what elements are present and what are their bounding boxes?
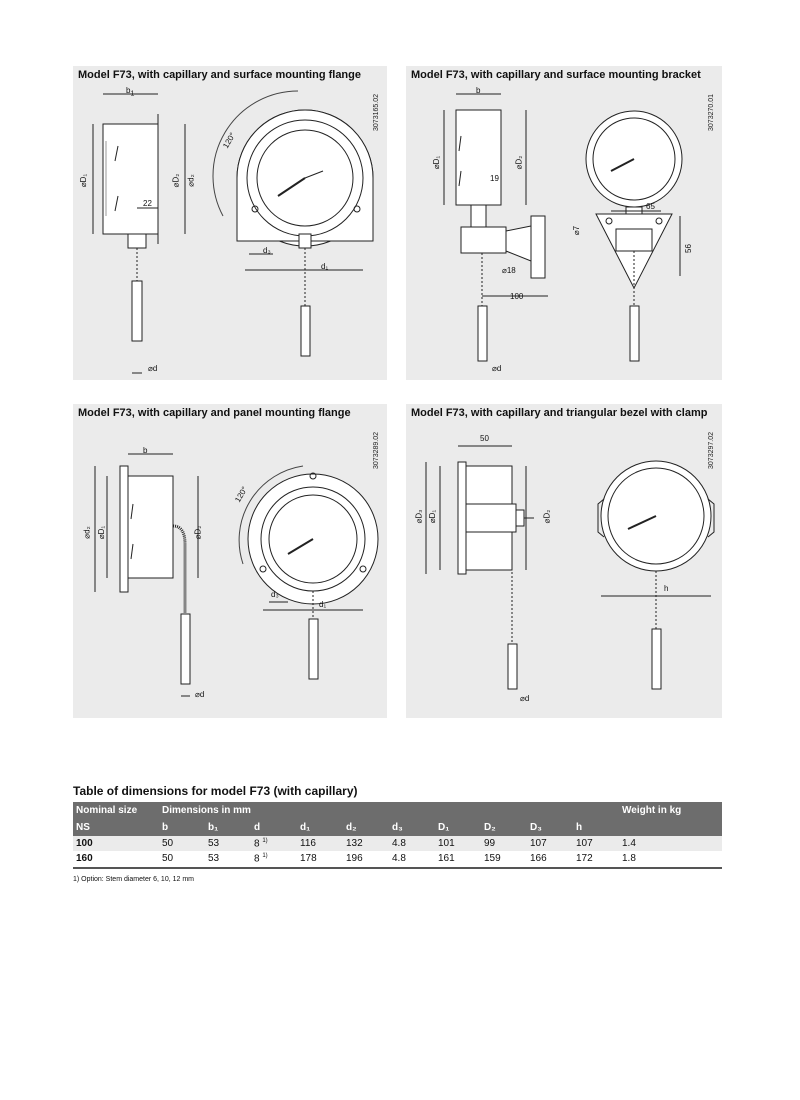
dim-d1: d₁ — [321, 262, 329, 271]
panel-title: Model F73, with capillary and surface mounting bracket — [411, 69, 701, 81]
cell-D3: 107 — [530, 838, 547, 850]
footnote: 1) Option: Stem diameter 6, 10, 12 mm — [73, 876, 194, 883]
col-d2: d₂ — [346, 822, 357, 833]
col-b1: b₁ — [208, 822, 219, 833]
dim-d3: d₃ — [271, 590, 279, 599]
header-weight: Weight in kg — [622, 805, 682, 816]
dim-h: h — [664, 584, 669, 593]
dim-d: ⌀d — [520, 694, 530, 703]
cell-b1: 53 — [208, 853, 220, 865]
col-D1: D₁ — [438, 822, 450, 833]
header-dimensions: Dimensions in mm — [162, 805, 251, 816]
col-d3: d₃ — [392, 822, 403, 833]
panel-title: Model F73, with capillary and triangular bezel with clamp — [411, 407, 708, 419]
dim-19: 19 — [490, 174, 499, 183]
dim-65: 65 — [646, 202, 655, 211]
cell-d2: 196 — [346, 853, 363, 865]
dim-18: ⌀18 — [502, 266, 516, 275]
dim-D3: ⌀D₃ — [414, 509, 424, 524]
dim-angle: 120° — [233, 485, 250, 504]
dim-d: ⌀d — [148, 364, 158, 373]
header-nominal-size: Nominal size — [76, 805, 138, 816]
cell-d3: 4.8 — [392, 853, 406, 865]
dimensions-table — [73, 802, 722, 869]
dim-d: ⌀d — [195, 690, 205, 699]
cell-b1: 53 — [208, 838, 220, 850]
dim-56: 56 — [683, 244, 693, 253]
dim-b: b — [143, 446, 148, 455]
cell-ns: 100 — [76, 838, 93, 850]
drawing-id: 3073289.02 — [373, 432, 380, 469]
cell-d: 8 $^{1)}$ — [254, 853, 268, 865]
col-d1: d₁ — [300, 822, 311, 833]
col-weight — [619, 819, 722, 836]
dim-D1: ⌀D₁ — [432, 155, 442, 170]
dim-b: b — [476, 86, 481, 95]
cell-D1: 161 — [438, 853, 455, 865]
dim-D2: ⌀D₂ — [171, 173, 181, 188]
cell-D1: 101 — [438, 838, 455, 850]
technical-drawing — [73, 66, 387, 380]
table-group-header — [73, 802, 722, 819]
col-h: h — [576, 822, 583, 833]
dim-50: 50 — [480, 434, 489, 443]
cell-ns: 160 — [76, 853, 93, 865]
dim-d1: d₁ — [319, 600, 327, 609]
drawing-id: 3073270.01 — [708, 94, 715, 131]
technical-drawing — [406, 404, 722, 718]
cell-d1: 116 — [300, 838, 316, 850]
cell-D2: 99 — [484, 838, 496, 850]
cell-b: 50 — [162, 838, 174, 850]
cell-weight: 1.8 — [622, 853, 636, 865]
col-ns: NS — [76, 822, 90, 833]
dim-b1: $b_1$ — [126, 86, 135, 98]
panel-title: Model F73, with capillary and surface mounting flange — [78, 69, 361, 81]
dim-22: 22 — [143, 199, 152, 208]
col-b: b — [162, 822, 169, 833]
dim-D2: ⌀D₂ — [542, 509, 552, 524]
drawing-panel-surface-flange — [73, 66, 387, 380]
col-D3: D₃ — [530, 822, 542, 833]
table-title: Table of dimensions for model F73 (with capillary) — [73, 784, 358, 798]
drawing-id: 3073165.02 — [373, 94, 380, 131]
col-d: d — [254, 822, 261, 833]
dim-7: ⌀7 — [572, 225, 582, 236]
technical-drawing — [73, 404, 387, 718]
dim-D2: ⌀D₂ — [193, 525, 203, 540]
panel-title: Model F73, with capillary and panel mounting flange — [78, 407, 351, 419]
cell-weight: 1.4 — [622, 838, 636, 850]
cell-h: 107 — [576, 838, 593, 850]
table-row — [73, 836, 722, 851]
dim-100: 100 — [510, 292, 524, 301]
dim-d2: ⌀d₂ — [186, 174, 196, 187]
dim-d3: d₃ — [263, 246, 271, 255]
technical-drawing — [406, 66, 722, 380]
dim-D1: ⌀D₁ — [79, 173, 89, 188]
cell-d3: 4.8 — [392, 838, 406, 850]
dim-d: ⌀d — [492, 364, 502, 373]
drawing-id: 3073297.02 — [708, 432, 715, 469]
dim-D1: ⌀D₁ — [428, 509, 438, 524]
cell-b: 50 — [162, 853, 174, 865]
dim-D2: ⌀D₂ — [514, 155, 524, 170]
dim-d2: ⌀d₂ — [82, 526, 92, 539]
dim-angle: 120° — [221, 131, 238, 150]
table-row — [73, 851, 722, 867]
table-column-header — [73, 819, 722, 836]
cell-h: 172 — [576, 853, 593, 865]
cell-d2: 132 — [346, 838, 363, 850]
cell-D2: 159 — [484, 853, 501, 865]
drawing-panel-panel-flange — [73, 404, 387, 718]
cell-d: 8 $^{1)}$ — [254, 838, 268, 850]
cell-D3: 166 — [530, 853, 547, 865]
drawing-panel-surface-bracket — [406, 66, 722, 380]
col-D2: D₂ — [484, 822, 496, 833]
cell-d1: 178 — [300, 853, 317, 865]
dim-D1: ⌀D₁ — [97, 525, 107, 540]
drawing-panel-triangular-bezel — [406, 404, 722, 718]
